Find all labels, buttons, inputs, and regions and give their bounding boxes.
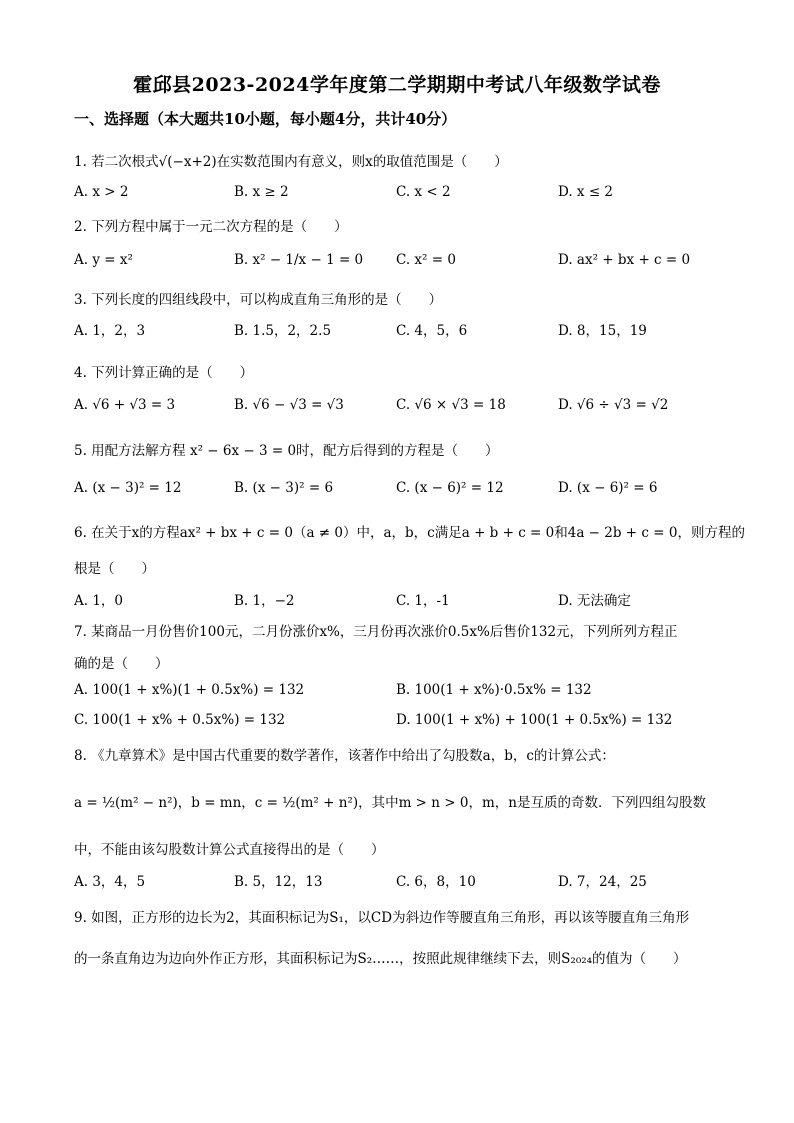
question-5-option-c: C. (x − 6)² = 12 — [396, 480, 504, 496]
question-3-option-c: C. 4，5，6 — [396, 323, 468, 339]
question-8-option-a: A. 3，4，5 — [74, 874, 146, 890]
exam-title: 霍邱县2023-2024学年度第二学期期中考试八年级数学试卷 — [133, 74, 661, 96]
question-5-option-b: B. (x − 3)² = 6 — [234, 480, 334, 496]
question-6-line-2: 根是（ ） — [74, 561, 155, 577]
question-1-option-c: C. x < 2 — [396, 184, 451, 200]
question-7-line-2: 确的是（ ） — [74, 656, 169, 672]
question-4-option-c: C. √6 × √3 = 18 — [396, 397, 506, 413]
question-1-option-d: D. x ≤ 2 — [558, 184, 614, 200]
question-9-line-2: 的一条直角边为边向外作正方形，其面积标记为S₂……，按照此规律继续下去，则S₂₀₂₄的值为（ ） — [74, 951, 687, 967]
question-2-stem: 2. 下列方程中属于一元二次方程的是（ ） — [74, 219, 348, 235]
question-6-option-c: C. 1，-1 — [396, 593, 450, 609]
question-2-option-c: C. x² = 0 — [396, 252, 456, 268]
section-heading: 一、选择题（本大题共10小题，每小题4分，共计40分） — [74, 110, 457, 128]
question-1-option-b: B. x ≥ 2 — [234, 184, 289, 200]
question-1-stem: 1. 若二次根式√(−x+2)在实数范围内有意义，则x的取值范围是（ ） — [74, 154, 508, 170]
question-6-line-1: 6. 在关于x的方程ax² + bx + c = 0（a ≠ 0）中，a，b，c满足a + b + c = 0和4a − 2b + c = 0，则方程的 — [74, 525, 745, 541]
question-8-line-1: 8. 《九章算术》是中国古代重要的数学著作，该著作中给出了勾股数a，b，c的计算公式： — [74, 748, 615, 764]
question-7-option-b: B. 100(1 + x%)·0.5x% = 132 — [396, 682, 592, 698]
question-5-option-a: A. (x − 3)² = 12 — [74, 480, 182, 496]
question-6-option-b: B. 1，−2 — [234, 593, 295, 609]
question-3-option-a: A. 1，2，3 — [74, 323, 146, 339]
question-2-option-a: A. y = x² — [74, 252, 133, 268]
question-7-option-c: C. 100(1 + x% + 0.5x%) = 132 — [74, 712, 286, 728]
question-8-line-2: a = ½(m² − n²)，b = mn，c = ½(m² + n²)，其中m > n > 0，m，n是互质的奇数．下列四组勾股数 — [74, 795, 706, 811]
question-7-option-a: A. 100(1 + x%)(1 + 0.5x%) = 132 — [74, 682, 305, 698]
question-7-line-1: 7. 某商品一月份售价100元，二月份涨价x%，三月份再次涨价0.5x%后售价132元，下列所列方程正 — [74, 624, 678, 640]
question-8-option-b: B. 5，12，13 — [234, 874, 323, 890]
question-4-option-b: B. √6 − √3 = √3 — [234, 397, 344, 413]
question-3-option-d: D. 8，15，19 — [558, 323, 647, 339]
question-3-stem: 3. 下列长度的四组线段中，可以构成直角三角形的是（ ） — [74, 292, 443, 308]
question-2-option-d: D. ax² + bx + c = 0 — [558, 252, 691, 268]
question-4-stem: 4. 下列计算正确的是（ ） — [74, 365, 254, 381]
question-8-line-3: 中，不能由该勾股数计算公式直接得出的是（ ） — [74, 842, 385, 858]
question-9-line-1: 9. 如图，正方形的边长为2，其面积标记为S₁，以CD为斜边作等腰直角三角形，再以该等腰直角三角形 — [74, 910, 690, 926]
question-4-option-a: A. √6 + √3 = 3 — [74, 397, 176, 413]
question-2-option-b: B. x² − 1/x − 1 = 0 — [234, 252, 364, 268]
question-6-option-a: A. 1，0 — [74, 593, 124, 609]
question-8-option-c: C. 6，8，10 — [396, 874, 476, 890]
question-5-option-d: D. (x − 6)² = 6 — [558, 480, 658, 496]
question-6-option-d: D. 无法确定 — [558, 593, 631, 609]
question-7-option-d: D. 100(1 + x%) + 100(1 + 0.5x%) = 132 — [396, 712, 673, 728]
question-5-stem: 5. 用配方法解方程 x² − 6x − 3 = 0时，配方后得到的方程是（ ） — [74, 443, 499, 459]
question-4-option-d: D. √6 ÷ √3 = √2 — [558, 397, 669, 413]
question-8-option-d: D. 7，24，25 — [558, 874, 647, 890]
question-1-option-a: A. x > 2 — [74, 184, 129, 200]
question-3-option-b: B. 1.5，2，2.5 — [234, 323, 332, 339]
